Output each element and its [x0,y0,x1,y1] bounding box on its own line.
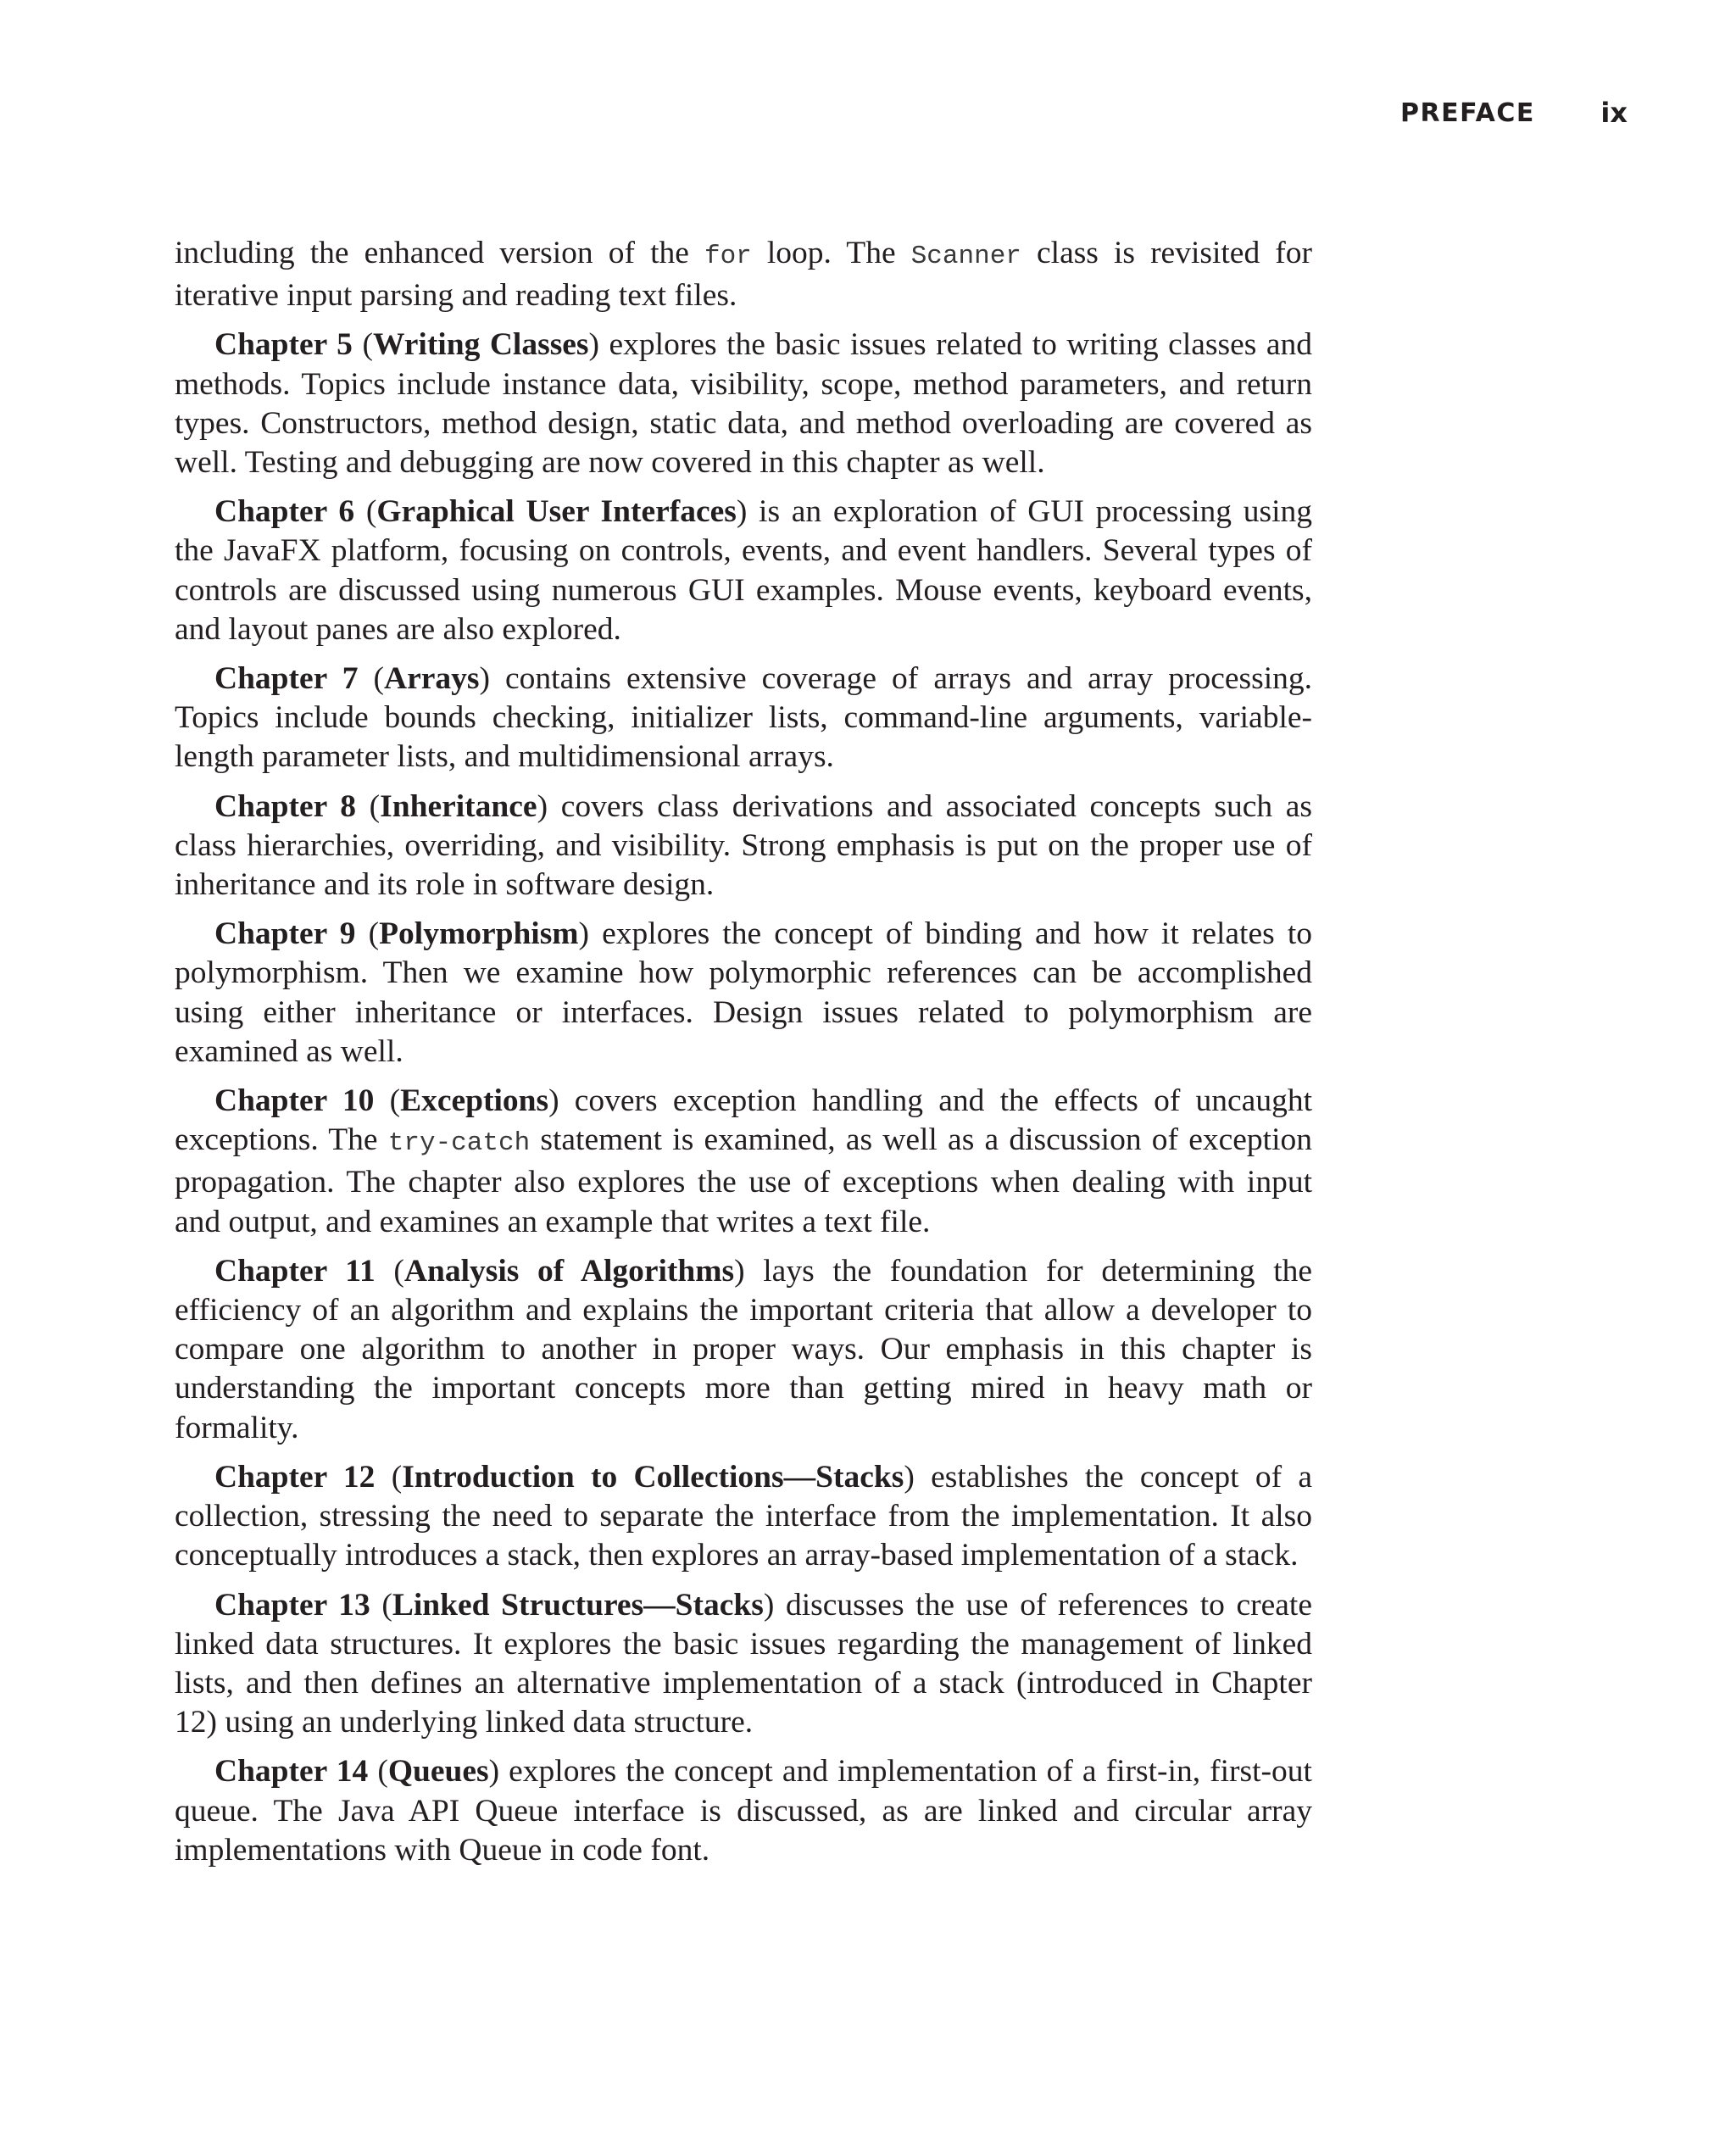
chapter-description: statement is examined, as well as a discussion of exception propagation. The chapter also explores the use of exceptions when dealing with input and output, and examines an example that writes a text file. [175,1122,1312,1239]
running-head-title: PREFACE [1400,98,1535,128]
chapter-description: ) covers exception handling and the effects of uncaught exceptions. The [175,1083,1312,1158]
paragraph-chapter-11: Chapter 11 (Analysis of Algorithms) lays the foundation for determining the efficiency of an algorithm and explains the important criteria that allow a developer to compare one algorithm to another in proper ways. Our emphasis in this chapter is understanding the important concepts more than getting mired in heavy math or formality. [175,1253,1313,1445]
chapter-title: Exceptions [400,1083,549,1119]
body-text [175,234,1312,1880]
chapter-description: ) lays the foundation for determining the efficiency of an algorithm and explains the important criteria that allow a developer to compare one algorithm to another in proper ways. Our emphasis in this chapter is understanding the important concepts more than getting mired in heavy math or formality. [175,1253,1313,1445]
chapter-description: ) discusses the use of references to create linked data structures. It explores the basic issues regarding the management of linked lists, and then defines an alternative implementation of a stack (introduced in Chapter 12) using an underlying linked data structure. [175,1587,1312,1740]
paragraph-continuation [175,234,1312,315]
chapter-title: Polymorphism [379,916,579,952]
chapter-description: ) explores the concept and implementation of a first-in, first-out queue. The Java API Queue interface is discussed, as are linked and circular array implementations with Queue in code font. [175,1754,1312,1868]
page-number: ix [1600,97,1628,129]
running-head [1305,98,1636,132]
paragraph-chapter-6: Chapter 6 (Graphical User Interfaces) is an exploration of GUI processing using the JavaFX platform, focusing on controls, events, and event handlers. Several types of controls are discussed using numerous GUI examples. Mouse events, keyboard events, and layout panes are also explored. [175,494,1312,647]
chapter-label: Chapter 10 [214,1083,375,1119]
paragraph-chapter-13: Chapter 13 (Linked Structures—Stacks) discusses the use of references to create linked data structures. It explores the basic issues regarding the management of linked lists, and then defines an alternative implementation of a stack (introduced in Chapter 12) using an underlying linked data structure. [175,1587,1312,1740]
chapter-description: ) establishes the concept of a collection, stressing the need to separate the interface from the implementation. It also conceptually introduces a stack, then explores an array-based implementation of a stack. [175,1459,1312,1573]
code-try-catch: try-catch [387,1128,531,1159]
chapter-label: Chapter 13 [214,1587,370,1623]
paragraph-chapter-7: Chapter 7 (Arrays) contains extensive coverage of arrays and array processing. Topics include bounds checking, initializer lists, command-line arguments, variable-length parameter lists, and multidimensional arrays. [175,661,1312,775]
chapter-title: Arrays [384,661,480,697]
text-run: including the enhanced version of the [175,236,704,270]
paragraph-chapter-5: Chapter 5 (Writing Classes) explores the basic issues related to writing classes and methods. Topics include instance data, visibility, scope, method parameters, and return types. Constructors, method design, static data, and method overloading are covered as well. Testing and debugging are now covered in this chapter as well. [175,327,1312,481]
chapter-label: Chapter 14 [214,1754,369,1790]
chapter-label: Chapter 9 [214,916,356,952]
chapter-label: Chapter 7 [214,661,359,697]
chapter-label: Chapter 11 [214,1253,376,1289]
paragraph-chapter-8: Chapter 8 (Inheritance) covers class derivations and associated concepts such as class hierarchies, overriding, and visibility. Strong emphasis is put on the proper use of inheritance and its role in software design. [175,788,1312,903]
chapter-description: ) covers class derivations and associated concepts such as class hierarchies, overriding, and visibility. Strong emphasis is put on the proper use of inheritance and its role in software design. [175,788,1312,903]
chapter-title: Inheritance [380,788,537,824]
text-run: loop. The [751,236,911,270]
chapter-title: Queues [387,1754,489,1790]
chapter-description: ) contains extensive coverage of arrays and array processing. Topics include bounds checking, initializer lists, command-line arguments, variable-length parameter lists, and multidimensional arrays. [175,661,1312,775]
paragraph-chapter-14: Chapter 14 (Queues) explores the concept and implementation of a first-in, first-out queue. The Java API Queue interface is discussed, as are linked and circular array implementations with Queue in code font. [175,1754,1312,1868]
chapter-label: Chapter 8 [214,788,357,824]
code-scanner: Scanner [910,242,1021,271]
chapter-title: Introduction to Collections—Stacks [402,1459,904,1495]
chapter-description: ) is an exploration of GUI processing using the JavaFX platform, focusing on controls, events, and event handlers. Several types of controls are discussed using numerous GUI examples. Mouse events, keyboard events, and layout panes are also explored. [175,494,1312,647]
paragraph-chapter-9: Chapter 9 (Polymorphism) explores the concept of binding and how it relates to polymorphism. Then we examine how polymorphic references can be accomplished using either inheritance or interfaces. Design issues related to polymorphism are examined as well. [175,916,1312,1069]
code-for: for [704,242,752,271]
chapter-title: Linked Structures—Stacks [392,1587,764,1623]
chapter-description: ) explores the concept of binding and how it relates to polymorphism. Then we examine how polymorphic references can be accomplished using either inheritance or interfaces. Design issues related to polymorphism are examined as well. [175,916,1312,1069]
chapter-label: Chapter 12 [214,1459,376,1495]
paragraph-chapter-10: Chapter 10 (Exceptions) covers exception handling and the effects of uncaught exceptions. The try-catch statement is examined, as well as a discussion of exception propagation. The chapter also explores the use of exceptions when dealing with input and output, and examines an example that writes a text file. [175,1083,1312,1239]
chapter-title: Graphical User Interfaces [376,494,737,530]
chapter-title: Writing Classes [372,327,589,363]
paragraph-chapter-12: Chapter 12 (Introduction to Collections—Stacks) establishes the concept of a collection, stressing the need to separate the interface from the implementation. It also conceptually introduces a stack, then explores an array-based implementation of a stack. [175,1459,1312,1573]
chapter-title: Analysis of Algorithms [403,1253,735,1289]
chapter-description: ) explores the basic issues related to writing classes and methods. Topics include instance data, visibility, scope, method parameters, and return types. Constructors, method design, static data, and method overloading are covered as well. Testing and debugging are now covered in this chapter as well. [175,327,1312,481]
chapter-label: Chapter 5 [214,327,353,363]
chapter-label: Chapter 6 [214,494,355,530]
text-run: class is revisited for iterative input parsing and reading text files. [175,236,1312,314]
